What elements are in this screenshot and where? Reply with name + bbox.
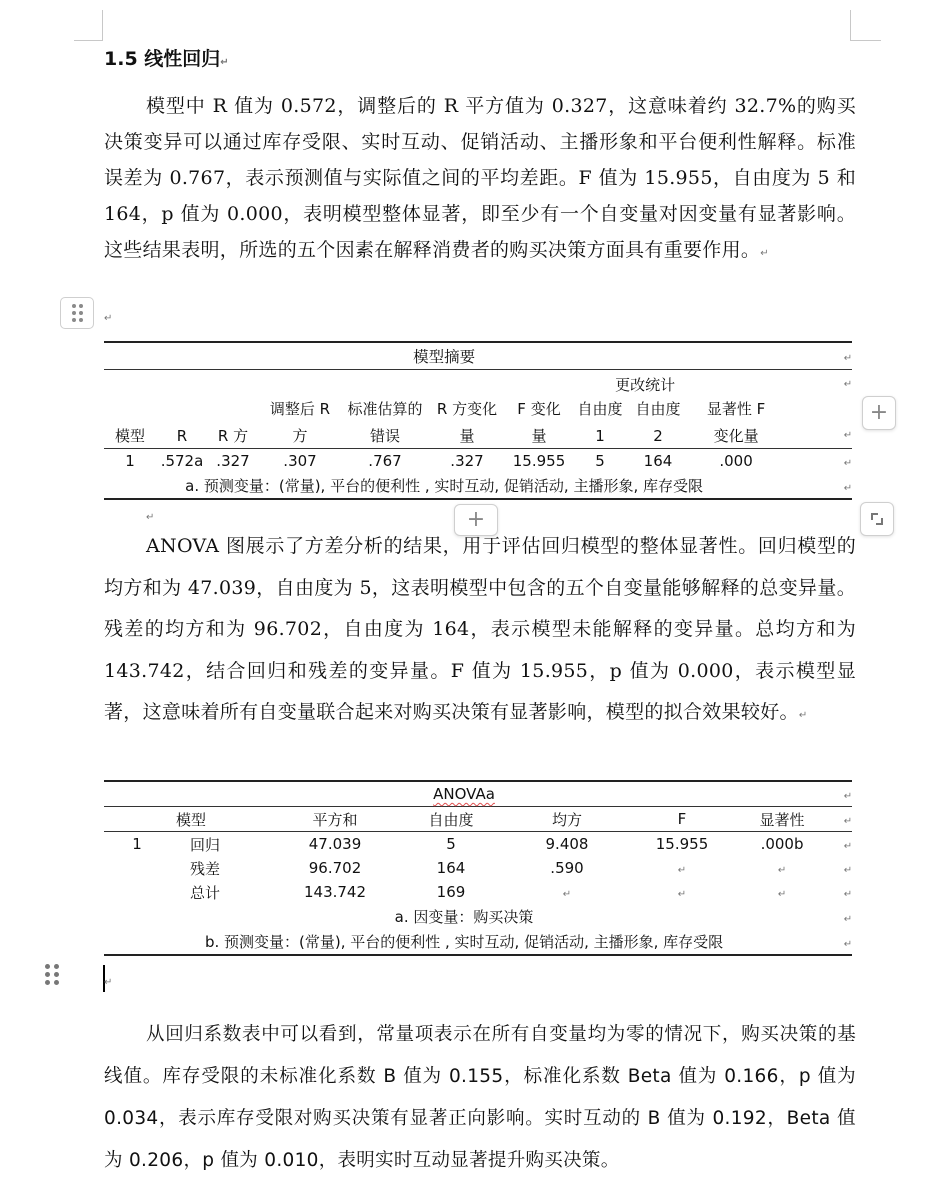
anova-cell-sig: ↵ <box>777 865 787 876</box>
paragraph-coefficients-summary[interactable] <box>104 1014 856 1182</box>
anova-header-ms: 均方 <box>510 807 624 832</box>
cell-fchg: 15.955 <box>512 452 566 470</box>
cell-df2: 164 <box>643 452 673 470</box>
header-se-line1: 标准估算的 <box>347 400 423 418</box>
change-statistics-header: 更改统计 <box>615 376 676 394</box>
anova-cell-ss: 143.742 <box>303 883 367 901</box>
paragraph-mark: ↵ <box>220 57 229 68</box>
paragraph-mark: ↵ <box>760 248 769 259</box>
anova-cell-ss: 96.702 <box>308 859 362 877</box>
add-column-button[interactable] <box>862 396 896 430</box>
model-summary-footnote: a. 预测变量：(常量), 平台的便利性 , 实时互动, 促销活动, 主播形象, 库存受限 <box>104 473 784 499</box>
header-df1-line1: 自由度 <box>577 400 623 418</box>
header-df2-line2: 2 <box>628 421 688 449</box>
anova-cell-ms: 9.408 <box>545 835 589 853</box>
anova-title: ANOVAa <box>433 785 495 803</box>
header-se-line2: 错误 <box>342 421 428 449</box>
cell-df1: 5 <box>595 452 605 470</box>
header-r2: R 方 <box>208 421 258 449</box>
anova-header-ss: 平方和 <box>278 807 392 832</box>
anova-footnote-a: a. 因变量：购买决策 <box>394 908 534 926</box>
cell-r2chg: .327 <box>450 452 484 470</box>
header-sig-line2: 变化量 <box>688 421 784 449</box>
header-adj-r2-line1: 调整后 R <box>269 400 331 418</box>
table-row: 总计 143.742 169 ↵ ↵ ↵ ↵ <box>104 880 852 904</box>
paragraph-text: 从回归系数表中可以看到，常量项表示在所有自变量均为零的情况下，购买决策的基线值。库存受限的未标准化系数 B 值为 0.155，标准化系数 Beta 值为 0.166，p 值为 0.034，表示库存受限对购买决策有显著正向影响。实时互动的 B 值为 0.192，Beta 值为 0.206，p 值为 0.010，表明实时互动显著提升购买决策。 <box>104 1024 856 1171</box>
paragraph-mark: ↵ <box>104 977 113 988</box>
anova-cell-f: ↵ <box>677 865 687 876</box>
anova-header-df: 自由度 <box>392 807 510 832</box>
paragraph-text: 模型中 R 值为 0.572，调整后的 R 平方值为 0.327，这意味着约 32.7%的购买决策变异可以通过库存受限、实时互动、促销活动、主播形象和平台便利性解释。标准误差为 0.767，表示预测值与实际值之间的平均差距。F 值为 15.955，自由度为 5 和 164，p 值为 0.000，表明模型整体显著，即至少有一个自变量对因变量有显著影响。这些结果表明，所选的五个因素在解释消费者的购买决策方面具有重要作用。 <box>104 95 856 261</box>
anova-cell-df: 164 <box>436 859 466 877</box>
header-df2-line1: 自由度 <box>635 400 681 418</box>
paragraph-mark: ↵ <box>104 313 113 324</box>
paragraph-regression-summary[interactable] <box>104 88 856 272</box>
header-r2chg-line2: 量 <box>428 421 506 449</box>
block-handle-button[interactable] <box>60 297 94 329</box>
model-summary-table[interactable]: 模型摘要 ↵ 更改统计 ↵ 调整后 R 标准估算的 R 方变化 F 变化 自由度 自由度 显著性 F 模型 R R 方 方 错误 量 量 1 2 变化量 ↵ 1 .572a .327 .307 .767 .327 15.955 5 164 .000 ↵ a. 预测变量：(常量), 平台的便利性 , 实时互动, 促销活动, 主播形象, 库存受限 ↵ <box>104 341 852 500</box>
cell-se: .767 <box>368 452 402 470</box>
paragraph-mark: ↵ <box>146 512 155 523</box>
anova-row-label: 回归 <box>190 835 221 854</box>
anova-cell-ms: .590 <box>550 859 584 877</box>
resize-icon <box>871 513 883 525</box>
anova-header-f: F <box>624 807 740 832</box>
anova-row-label: 残差 <box>190 859 221 878</box>
anova-cell-f: ↵ <box>677 889 687 900</box>
section-heading[interactable] <box>104 44 229 71</box>
anova-header-model: 模型 <box>104 807 278 832</box>
header-fchg-line2: 量 <box>506 421 572 449</box>
header-fchg-line1: F 变化 <box>517 400 561 418</box>
plus-icon: + <box>466 507 486 532</box>
header-sig-line1: 显著性 F <box>706 400 766 418</box>
paragraph-anova-summary[interactable] <box>104 526 856 737</box>
table-resize-button[interactable] <box>860 502 894 536</box>
anova-header-sig: 显著性 <box>740 807 824 832</box>
table-row: 1 回归 47.039 5 9.408 15.955 .000b ↵ <box>104 832 852 857</box>
anova-cell-sig: ↵ <box>777 889 787 900</box>
anova-footnote-b: b. 预测变量：(常量), 平台的便利性 , 实时互动, 促销活动, 主播形象, 库存受限 <box>104 929 824 955</box>
table-row: 残差 96.702 164 .590 ↵ ↵ ↵ <box>104 856 852 880</box>
model-summary-title: 模型摘要 <box>104 342 784 370</box>
header-df1-line2: 1 <box>572 421 628 449</box>
plus-icon: + <box>869 400 889 425</box>
section-heading-text: 1.5 线性回归 <box>104 48 221 70</box>
anova-table[interactable]: ANOVAa ↵ 模型 平方和 自由度 均方 F 显著性 ↵ 1 回归 47.039 5 9.408 15.955 .000b ↵ 残差 96.702 164 .590 ↵ ↵ ↵ 总计 143.742 169 ↵ ↵ ↵ ↵ a. 因变量：购买决策 ↵ b. 预测变量：(常量), 平台的便利性 , 实时互动, 促销活动, 主播形象, 库存受限 ↵ <box>104 780 852 956</box>
drag-handle-icon <box>72 304 83 322</box>
cell-r2: .327 <box>216 452 250 470</box>
table-row: 1 .572a .327 .307 .767 .327 15.955 5 164 .000 ↵ <box>104 449 852 474</box>
anova-cell-sig: .000b <box>760 835 804 853</box>
paragraph-drag-handle[interactable] <box>45 964 59 985</box>
header-model: 模型 <box>104 421 156 449</box>
anova-cell-f: 15.955 <box>655 835 709 853</box>
paragraph-mark: ↵ <box>798 710 808 721</box>
page-corner-mark-top-left <box>74 10 103 41</box>
page-corner-mark-top-right <box>850 10 881 41</box>
anova-cell-ss: 47.039 <box>308 835 362 853</box>
drag-handle-icon <box>45 964 59 985</box>
anova-cell-df: 5 <box>446 835 456 853</box>
paragraph-text: ANOVA 图展示了方差分析的结果，用于评估回归模型的整体显著性。回归模型的均方和为 47.039，自由度为 5，这表明模型中包含的五个自变量能够解释的总变异量。残差的均方和为 96.702，自由度为 164，表示模型未能解释的变异量。总均方和为 143.742，结合回归和残差的变异量。F 值为 15.955，p 值为 0.000，表示模型显著，这意味着所有自变量联合起来对购买决策有显著影响，模型的拟合效果较好。 <box>104 535 856 723</box>
header-adj-r2-line2: 方 <box>258 421 342 449</box>
anova-row-label: 总计 <box>190 883 221 902</box>
anova-cell-df: 169 <box>436 883 466 901</box>
header-r2chg-line1: R 方变化 <box>436 400 498 418</box>
cell-adj-r2: .307 <box>283 452 317 470</box>
cell-sig: .000 <box>719 452 753 470</box>
cell-r: .572a <box>160 452 204 470</box>
header-r: R <box>156 421 208 449</box>
anova-model-number: 1 <box>132 835 142 853</box>
cell-model: 1 <box>125 452 135 470</box>
anova-cell-ms: ↵ <box>562 889 572 900</box>
